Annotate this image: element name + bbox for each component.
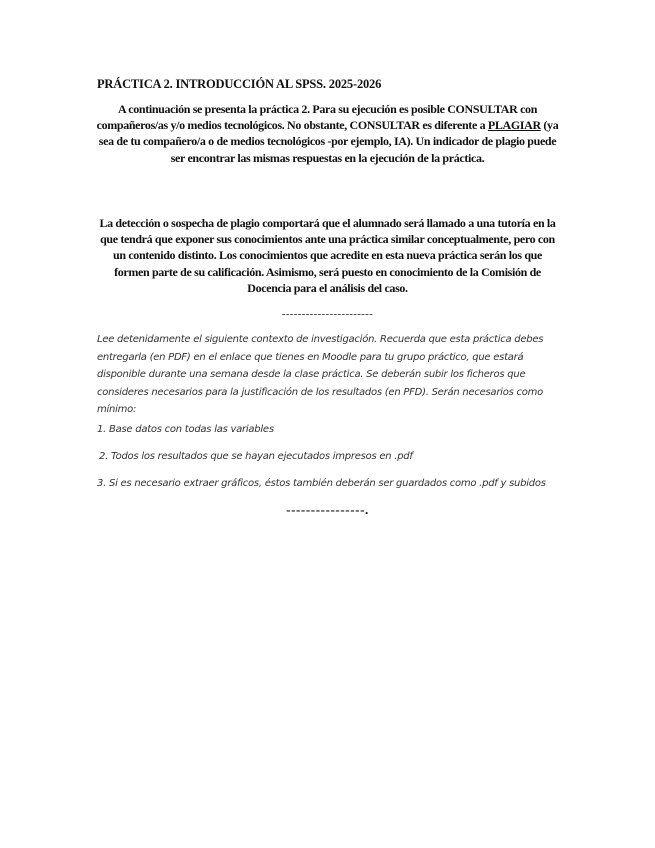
intro-paragraph <box>95 101 560 166</box>
list-item: 1. Base datos con todas las variables <box>97 424 274 435</box>
document-title: PRÁCTICA 2. INTRODUCCIÓN AL SPSS. 2025-2026 <box>97 77 382 91</box>
intro-underlined-word: PLAGIAR <box>487 118 541 133</box>
plagiarism-warning-paragraph: La detección o sospecha de plagio comportará que el alumnado será llamado a una tutoría en la que tendrá que exponer sus conocimientos ante una práctica similar conceptualmente, pero con un contenido distinto. Los conocimientos que acredite en esta nueva práctica serán los que formen parte de su calificación. Asimismo, será puesto en conocimiento de la Comisión de Docencia para el análisis del caso. <box>99 216 556 295</box>
list-item: 3. Si es necesario extraer gráficos, éstos también deberán ser guardados como .pdf y subidos <box>97 478 546 489</box>
list-item: 2. Todos los resultados que se hayan ejecutados impresos en .pdf <box>99 451 413 462</box>
context-paragraph: Lee detenidamente el siguiente contexto de investigación. Recuerda que esta práctica debes entregarla (en PDF) en el enlace que tienes en Moodle para tu grupo práctico, que estará disponible durante una semana desde la clase práctica. Se deberán subir los ficheros que consideres necesarios para la justificación de los resultados (en PFD). Serán necesarios como mínimo: <box>97 334 544 416</box>
separator-line-big: ----------------. <box>286 502 369 517</box>
intro-text-after: (ya sea de tu compañero/a o de medios tecnológicos -por ejemplo, IA). Un indicador de plagio puede ser encontrar las mismas respuestas en la ejecución de la práctica. <box>98 118 559 165</box>
separator-line-small: ----------------------- <box>281 308 374 320</box>
intro-text-before: A continuación se presenta la práctica 2. Para su ejecución es posible CONSULTAR con compañeros/as y/o medios tecnológicos. No obstante, CONSULTAR es diferente a <box>96 102 538 133</box>
